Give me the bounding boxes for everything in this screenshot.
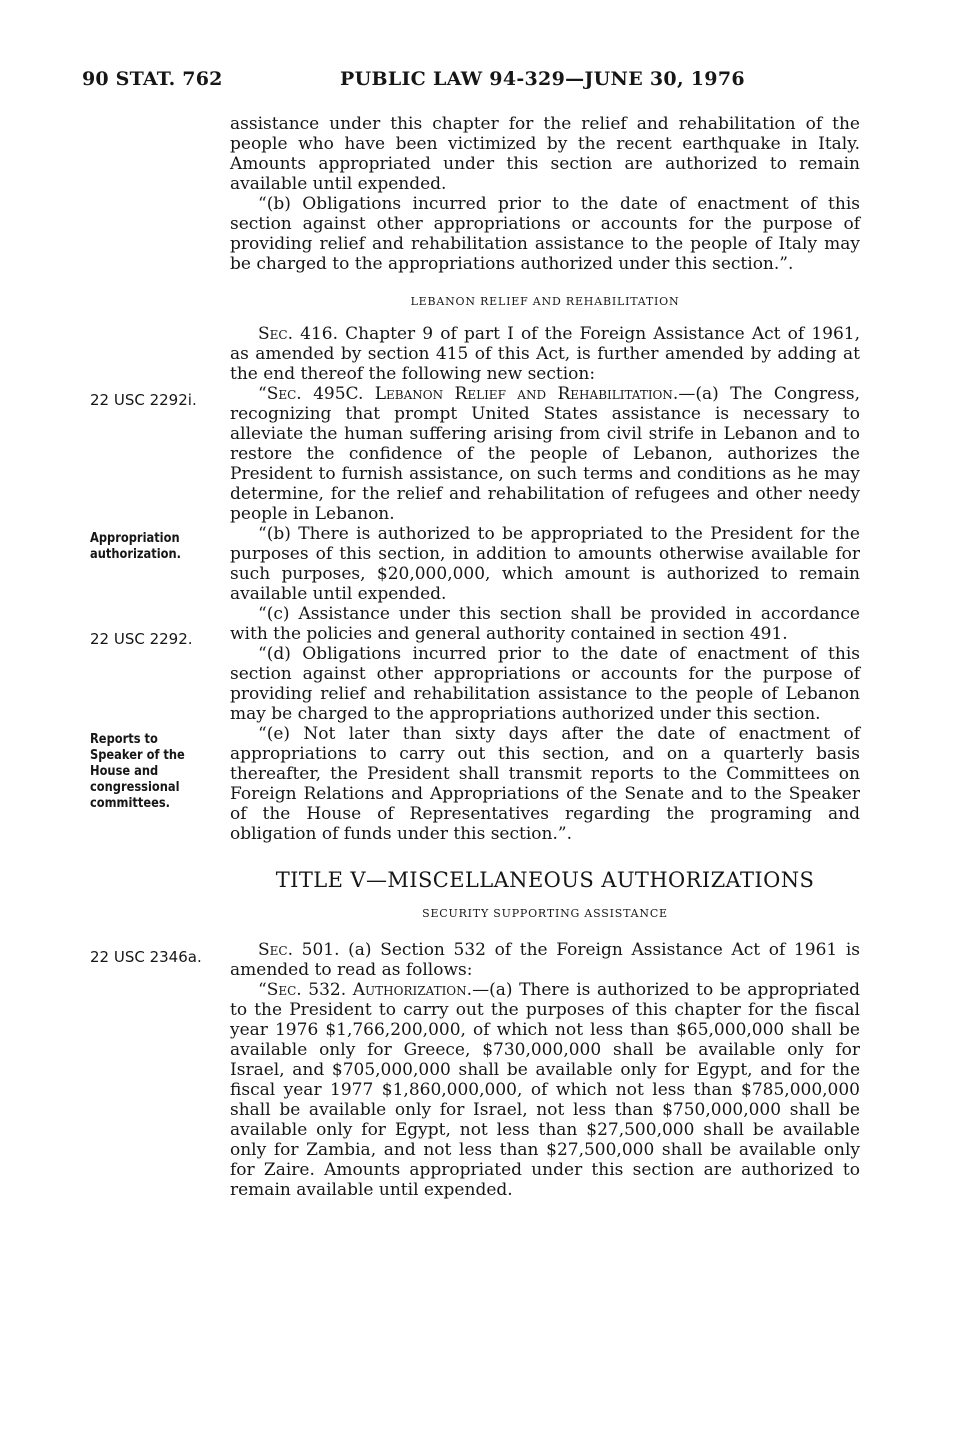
section-495c-subsection-a (230, 384, 860, 524)
section-416-paragraph (230, 324, 860, 384)
sec-495c-label: “Sec. 495C. Lebanon Relief and Rehabilitation. (258, 384, 679, 404)
security-assistance-heading: SECURITY SUPPORTING ASSISTANCE (422, 907, 668, 920)
sec-501-text: 501. (a) Section 532 of the Foreign Assistance Act of 1961 is amended to read as follows: (230, 940, 861, 980)
title-v-heading: TITLE V—MISCELLANEOUS AUTHORIZATIONS (275, 868, 815, 892)
italy-subsection-b: “(b) Obligations incurred prior to the date of enactment of this section against other appropriations or accounts for the purpose of providing relief and rehabilitation assistance to the people of Italy may be charged to the appropriations authorized under this section.”. (230, 194, 860, 274)
margin-note-reports: Reports to Speaker of the House and congressional committees. (90, 732, 185, 811)
margin-citation-2292: 22 USC 2292. (90, 630, 193, 648)
section-495c-subsection-c: “(c) Assistance under this section shall be provided in accordance with the policies and general authority contained in section 491. (230, 604, 860, 644)
margin-citation-2292i: 22 USC 2292i. (90, 391, 197, 409)
statute-page-reference: 90 STAT. 762 (82, 68, 223, 90)
section-495c-subsection-b: “(b) There is authorized to be appropriated to the President for the purposes of this section, in addition to amounts otherwise available for such purposes, $20,000,000, which amount is authorized to remain available until expended. (230, 524, 860, 604)
margin-citation-2346a: 22 USC 2346a. (90, 948, 202, 966)
sec-495c-a-text: —(a) The Congress, recognizing that prompt United States assistance is necessary to alleviate the human suffering arising from civil strife in Lebanon and to restore the confidence of the people of Lebanon, authorizes the President to furnish assistance, on such terms and conditions as he may determine, for the relief and rehabilitation of refugees and other needy people in Lebanon. (230, 384, 860, 524)
section-495c-subsection-e: “(e) Not later than sixty days after the date of enactment of appropriations to carry out this section, and on a quarterly basis thereafter, the President shall transmit reports to the Committees on Foreign Relations and Appropriations of the Senate and to the Speaker of the House of Representatives regarding the programing and obligation of funds under this section.”. (230, 724, 860, 844)
section-532-paragraph (230, 980, 860, 1200)
sec-416-text: 416. Chapter 9 of part I of the Foreign Assistance Act of 1961, as amended by section 415 of this Act, is further amended by adding at the end thereof the following new section: (230, 324, 860, 384)
sec-501-label: Sec. (258, 940, 293, 960)
lebanon-section-heading: LEBANON RELIEF AND REHABILITATION (410, 295, 680, 308)
sec-416-label: Sec. (258, 324, 293, 344)
main-text-column (230, 114, 860, 1200)
margin-note-appropriation: Appropriation authorization. (90, 531, 182, 562)
section-501-paragraph (230, 940, 860, 980)
sec-532-label: “Sec. 532. Authorization. (258, 980, 473, 1000)
sec-532-text: —(a) There is authorized to be appropriated to the President to carry out the purposes of this chapter for the fiscal year 1976 $1,766,200,000, of which not less than $65,000,000 shall be available only for Greece, $730,000,000 shall be available only for Israel, and $705,000,000 shall be available only for Egypt, and for the fiscal year 1977 $1,860,000,000, of which not less than $785,000,000 shall be available only for Israel, not less than $750,000,000 shall be available only for Egypt, not less than $27,500,000 shall be available only for Zambia, and not less than $27,500,000 shall be available only for Zaire. Amounts appropriated under this section are authorized to remain available until expended. (230, 980, 860, 1200)
section-495c-subsection-d: “(d) Obligations incurred prior to the date of enactment of this section against other appropriations or accounts for the purpose of providing relief and rehabilitation assistance to the people of Lebanon may be charged to the appropriations authorized under this section. (230, 644, 860, 724)
italy-continuation-paragraph: assistance under this chapter for the relief and rehabilitation of the people who have been victimized by the recent earthquake in Italy. Amounts appropriated under this section are authorized to remain available until expended. (230, 114, 860, 194)
public-law-title: PUBLIC LAW 94-329—JUNE 30, 1976 (340, 68, 745, 90)
